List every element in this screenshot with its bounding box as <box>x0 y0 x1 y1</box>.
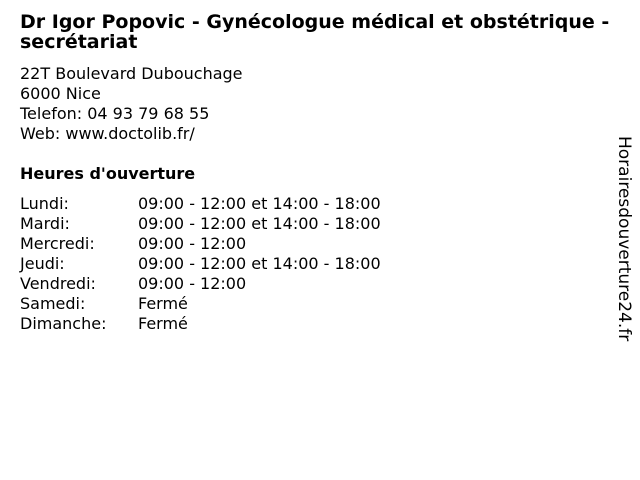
street-address: 22T Boulevard Dubouchage <box>20 64 243 83</box>
hours-time: 09:00 - 12:00 <box>138 274 247 293</box>
hours-time: Fermé <box>138 314 188 333</box>
hours-table <box>20 194 610 334</box>
business-card <box>20 12 610 334</box>
hours-heading: Heures d'ouverture <box>20 164 196 183</box>
hours-day: Lundi: <box>20 194 69 213</box>
hours-row <box>20 274 610 294</box>
hours-time: 09:00 - 12:00 et 14:00 - 18:00 <box>138 214 381 233</box>
address-block <box>20 64 610 144</box>
hours-time: 09:00 - 12:00 et 14:00 - 18:00 <box>138 194 381 213</box>
hours-row <box>20 294 610 314</box>
page-title: Dr Igor Popovic - Gynécologue médical et obstétrique - secrétariat <box>20 11 610 53</box>
hours-row <box>20 194 610 214</box>
city-line: 6000 Nice <box>20 84 101 103</box>
phone-line: Telefon: 04 93 79 68 55 <box>20 104 210 123</box>
hours-row <box>20 314 610 334</box>
hours-time: 09:00 - 12:00 <box>138 234 247 253</box>
web-line: Web: www.doctolib.fr/ <box>20 124 195 143</box>
hours-day: Mercredi: <box>20 234 95 253</box>
hours-day: Dimanche: <box>20 314 107 333</box>
hours-day: Samedi: <box>20 294 86 313</box>
hours-day: Mardi: <box>20 214 70 233</box>
hours-day: Jeudi: <box>20 254 65 273</box>
hours-row <box>20 234 610 254</box>
site-watermark: Horairesdouverture24.fr <box>614 136 634 342</box>
hours-row <box>20 214 610 234</box>
hours-time: Fermé <box>138 294 188 313</box>
hours-time: 09:00 - 12:00 et 14:00 - 18:00 <box>138 254 381 273</box>
hours-row <box>20 254 610 274</box>
hours-day: Vendredi: <box>20 274 96 293</box>
